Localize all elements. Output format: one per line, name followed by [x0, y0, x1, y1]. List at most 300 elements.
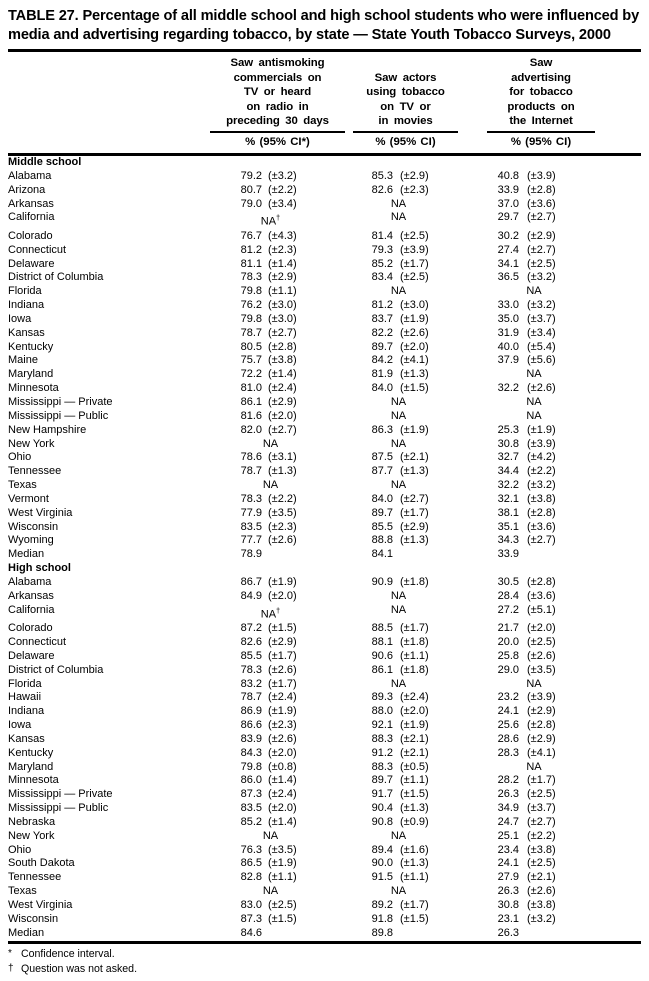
data-cell: [210, 534, 345, 548]
section-label: Middle school: [8, 155, 82, 168]
percent-value: 76.3: [240, 843, 262, 856]
data-cell: [353, 927, 458, 941]
percent-value: 78.7: [240, 326, 262, 339]
confidence-interval-value: (±2.7): [400, 492, 429, 505]
confidence-interval-value: (±5.1): [527, 603, 556, 616]
confidence-interval-value: (±2.6): [400, 326, 429, 339]
percent-value: 85.3: [371, 169, 393, 182]
data-cell: [353, 548, 458, 562]
confidence-interval-value: (±2.4): [268, 691, 297, 704]
percent-value: 24.7: [497, 815, 519, 828]
percent-value: 28.4: [497, 589, 519, 602]
percent-value: 21.7: [497, 622, 519, 635]
col-header-internet-text: Saw advertising for tobacco products on the Internet: [507, 57, 575, 128]
percent-value: 32.1: [497, 492, 519, 505]
data-cell: [487, 313, 595, 327]
data-cell: [487, 719, 595, 733]
percent-value: 78.6: [240, 451, 262, 464]
confidence-interval-value: (±4.1): [400, 354, 429, 367]
data-cell: [353, 857, 458, 871]
confidence-interval-value: (±3.8): [527, 899, 556, 911]
data-cell: NA: [526, 409, 542, 422]
col-header-actors-text: Saw actors using tobacco on TV or in movies: [366, 71, 445, 128]
percent-value: 86.1: [371, 663, 393, 676]
data-cell: [487, 774, 595, 788]
confidence-interval-value: (±2.0): [268, 589, 297, 602]
data-cell: [210, 258, 345, 272]
confidence-interval-value: (±1.3): [400, 802, 429, 815]
data-cell: [487, 170, 595, 184]
data-cell: [487, 844, 595, 858]
percent-value: 25.3: [497, 423, 519, 436]
confidence-interval-value: (±2.3): [268, 719, 297, 732]
table-row: [8, 211, 641, 230]
confidence-interval-value: (±1.7): [268, 649, 297, 662]
data-cell: [210, 521, 345, 535]
percent-value: 34.1: [497, 257, 519, 270]
percent-value: 92.1: [371, 719, 393, 732]
percent-value: 86.0: [240, 774, 262, 787]
percent-value: 81.6: [240, 409, 262, 422]
percent-value: 78.7: [240, 465, 262, 478]
percent-value: 29.0: [497, 663, 519, 676]
state-name: Colorado: [8, 229, 53, 242]
confidence-interval-value: (±1.7): [400, 257, 429, 270]
data-cell: [210, 871, 345, 885]
table-row: [8, 927, 641, 941]
percent-value: 78.9: [240, 548, 262, 561]
data-cell: [487, 493, 595, 507]
confidence-interval-value: (±1.1): [400, 649, 429, 662]
percent-value: 23.2: [497, 691, 519, 704]
state-name: Mississippi — Public: [8, 409, 109, 422]
data-cell: [487, 816, 595, 830]
percent-value: 83.5: [240, 802, 262, 815]
percent-value: 81.4: [371, 229, 393, 242]
confidence-interval-value: (±1.9): [268, 705, 297, 718]
percent-value: 87.7: [371, 465, 393, 478]
confidence-interval-value: (±1.1): [400, 774, 429, 787]
data-cell: NA: [390, 395, 407, 408]
confidence-interval-value: (±3.8): [527, 843, 556, 856]
data-cell: [353, 534, 458, 548]
data-cell: [487, 604, 595, 623]
state-name: New York: [8, 437, 55, 450]
confidence-interval-value: (±1.9): [400, 312, 429, 325]
state-name: Kansas: [8, 732, 45, 745]
confidence-interval-value: (±2.0): [527, 622, 556, 635]
data-cell: NA: [390, 211, 407, 224]
data-cell: [353, 271, 458, 285]
confidence-interval-value: (±2.2): [268, 492, 297, 505]
percent-value: 86.3: [371, 423, 393, 436]
dagger-marker: †: [276, 213, 281, 223]
data-cell: [487, 465, 595, 479]
state-name: Iowa: [8, 719, 32, 732]
confidence-interval-value: (±2.6): [268, 663, 297, 676]
data-cell: [353, 184, 458, 198]
confidence-interval-value: (±1.4): [268, 774, 297, 787]
table-row: [8, 871, 641, 885]
table-row: [8, 258, 641, 272]
state-name: Mississippi — Private: [8, 788, 113, 801]
state-name: West Virginia: [8, 506, 73, 519]
confidence-interval-value: (±1.3): [400, 368, 429, 381]
state-name: Hawaii: [8, 691, 42, 704]
percent-value: 24.1: [497, 857, 519, 870]
state-name: Delaware: [8, 649, 55, 662]
state-name: Wyoming: [8, 534, 54, 547]
percent-value: 79.2: [240, 169, 262, 182]
data-cell: [210, 341, 345, 355]
data-cell: [210, 705, 345, 719]
data-cell: [487, 198, 595, 212]
confidence-interval-value: (±2.0): [400, 705, 429, 718]
percent-value: 81.0: [240, 382, 262, 395]
percent-value: 30.8: [497, 899, 519, 911]
confidence-interval-value: (±2.9): [400, 520, 429, 533]
table-row: [8, 368, 641, 382]
footnotes: [8, 947, 641, 978]
data-cell: [210, 424, 345, 438]
percent-value: 82.2: [371, 326, 393, 339]
data-cell: [487, 636, 595, 650]
col-header-actors: [353, 71, 458, 151]
data-cell: [210, 636, 345, 650]
top-rule: [8, 49, 641, 52]
percent-value: 34.3: [497, 534, 519, 547]
state-name: Connecticut: [8, 243, 67, 256]
percent-value: 85.2: [371, 257, 393, 270]
data-cell: [487, 548, 595, 562]
column-header-row: [8, 56, 641, 151]
percent-value: 84.6: [240, 926, 262, 939]
table-row: [8, 705, 641, 719]
percent-value: 82.6: [371, 183, 393, 196]
state-name: Wisconsin: [8, 520, 59, 533]
confidence-interval-value: (±3.5): [527, 663, 556, 676]
confidence-interval-value: (±1.4): [268, 368, 297, 381]
confidence-interval-value: (±2.9): [268, 395, 297, 408]
data-cell: [210, 368, 345, 382]
data-cell: NA†: [260, 213, 281, 228]
percent-value: 30.2: [497, 229, 519, 242]
percent-value: 83.2: [240, 677, 262, 690]
table-row: [8, 424, 641, 438]
data-cell: NA: [262, 829, 279, 842]
state-name: Colorado: [8, 622, 53, 635]
table-row: [8, 604, 641, 623]
data-cell: [210, 548, 345, 562]
table-row: [8, 830, 641, 844]
percent-value: 88.3: [371, 732, 393, 745]
confidence-interval-value: [268, 927, 345, 941]
table-row: [8, 816, 641, 830]
data-cell: [210, 299, 345, 313]
percent-value: 85.5: [240, 649, 262, 662]
table-row: [8, 774, 641, 788]
data-cell: [210, 844, 345, 858]
confidence-interval-value: (±2.2): [527, 465, 556, 478]
confidence-interval-value: (±3.1): [268, 451, 297, 464]
percent-value: 80.5: [240, 340, 262, 353]
percent-value: 84.1: [371, 548, 393, 561]
percent-value: 26.3: [497, 788, 519, 801]
data-cell: [353, 622, 458, 636]
data-cell: NA: [390, 589, 407, 602]
data-cell: [487, 871, 595, 885]
data-cell: NA: [526, 285, 542, 298]
data-cell: [353, 913, 458, 927]
data-cell: [353, 705, 458, 719]
subheader-ci-2: % (95% CI): [375, 135, 436, 148]
percent-value: 77.9: [240, 506, 262, 519]
confidence-interval-value: (±2.9): [527, 705, 556, 718]
percent-value: 28.3: [497, 746, 519, 759]
data-cell: [353, 382, 458, 396]
table-row: [8, 382, 641, 396]
confidence-interval-value: (±1.3): [400, 857, 429, 870]
dagger-marker: †: [8, 963, 14, 975]
col-header-internet: [487, 56, 595, 151]
table-row: [8, 451, 641, 465]
data-cell: [210, 678, 345, 692]
confidence-interval-value: [527, 927, 595, 941]
percent-value: 83.4: [371, 271, 393, 284]
data-cell: NA: [390, 829, 407, 842]
state-name: Iowa: [8, 312, 32, 325]
percent-value: 86.7: [240, 575, 262, 588]
percent-value: 89.7: [371, 506, 393, 519]
state-name: Florida: [8, 677, 42, 690]
state-name: Maryland: [8, 760, 54, 773]
data-cell: [487, 382, 595, 396]
state-name: California: [8, 603, 55, 616]
confidence-interval-value: (±2.5): [400, 229, 429, 242]
confidence-interval-value: (±2.8): [527, 506, 556, 519]
confidence-interval-value: (±3.5): [268, 843, 297, 856]
percent-value: 82.6: [240, 635, 262, 648]
data-cell: [210, 244, 345, 258]
percent-value: 90.8: [371, 815, 393, 828]
confidence-interval-value: (±2.9): [268, 271, 297, 284]
confidence-interval-value: (±3.6): [527, 197, 556, 210]
confidence-interval-value: (±2.6): [527, 382, 556, 395]
data-cell: [210, 733, 345, 747]
percent-value: 87.3: [240, 912, 262, 925]
data-cell: [353, 451, 458, 465]
table-row: [8, 285, 641, 299]
table-row: [8, 590, 641, 604]
state-name: Indiana: [8, 705, 45, 718]
table-row: [8, 327, 641, 341]
table-row: [8, 271, 641, 285]
percent-value: 38.1: [497, 506, 519, 519]
confidence-interval-value: (±5.6): [527, 354, 556, 367]
data-cell: [210, 899, 345, 913]
confidence-interval-value: (±2.9): [527, 732, 556, 745]
confidence-interval-value: (±1.3): [400, 534, 429, 547]
percent-value: 32.2: [497, 382, 519, 395]
confidence-interval-value: (±3.7): [527, 312, 556, 325]
percent-value: 28.6: [497, 732, 519, 745]
state-name: California: [8, 211, 55, 224]
state-name: Arizona: [8, 183, 46, 196]
data-cell: [353, 299, 458, 313]
data-cell: NA: [526, 368, 542, 381]
percent-value: 25.8: [497, 649, 519, 662]
data-cell: [210, 230, 345, 244]
confidence-interval-value: (±2.8): [527, 183, 556, 196]
confidence-interval-value: (±2.1): [400, 746, 429, 759]
section-label: High school: [8, 562, 71, 575]
percent-value: 83.7: [371, 312, 393, 325]
data-cell: [210, 327, 345, 341]
percent-value: 86.1: [240, 395, 262, 408]
percent-value: 81.2: [371, 299, 393, 312]
confidence-interval-value: (±1.4): [268, 257, 297, 270]
state-name: Kansas: [8, 326, 45, 339]
data-cell: [353, 507, 458, 521]
confidence-interval-value: (±1.7): [400, 622, 429, 635]
percent-value: 79.8: [240, 312, 262, 325]
confidence-interval-value: (±2.5): [527, 635, 556, 648]
confidence-interval-value: (±2.0): [400, 340, 429, 353]
data-cell: [210, 271, 345, 285]
data-cell: [353, 576, 458, 590]
percent-value: 85.2: [240, 815, 262, 828]
table-row: [8, 844, 641, 858]
percent-value: 25.6: [497, 719, 519, 732]
state-name: Maryland: [8, 368, 54, 381]
confidence-interval-value: (±1.6): [400, 843, 429, 856]
confidence-interval-value: (±2.7): [527, 815, 556, 828]
percent-value: 79.0: [240, 197, 262, 210]
data-cell: [487, 788, 595, 802]
confidence-interval-value: (±2.7): [527, 243, 556, 256]
data-cell: [210, 622, 345, 636]
state-name: Maine: [8, 354, 38, 367]
confidence-interval-value: (±1.9): [268, 857, 297, 870]
data-cell: NA: [390, 197, 407, 210]
percent-value: 88.5: [371, 622, 393, 635]
percent-value: 20.0: [497, 635, 519, 648]
percent-value: 83.5: [240, 520, 262, 533]
confidence-interval-value: (±2.5): [400, 271, 429, 284]
data-cell: [487, 534, 595, 548]
data-cell: NA: [390, 285, 407, 298]
percent-value: 84.3: [240, 746, 262, 759]
data-cell: [353, 493, 458, 507]
data-cell: [210, 774, 345, 788]
data-cell: [353, 424, 458, 438]
percent-value: 90.9: [371, 575, 393, 588]
data-cell: [353, 816, 458, 830]
confidence-interval-value: (±3.8): [527, 492, 556, 505]
table-row: [8, 650, 641, 664]
confidence-interval-value: (±2.4): [268, 788, 297, 801]
percent-value: 88.3: [371, 760, 393, 773]
confidence-interval-value: (±2.5): [527, 857, 556, 870]
percent-value: 86.9: [240, 705, 262, 718]
confidence-interval-value: (±3.9): [527, 437, 556, 450]
percent-value: 91.8: [371, 912, 393, 925]
confidence-interval-value: (±1.3): [400, 465, 429, 478]
data-cell: [210, 816, 345, 830]
confidence-interval-value: (±3.9): [527, 691, 556, 704]
table-row: [8, 678, 641, 692]
bottom-rule: [8, 941, 641, 944]
data-cell: [210, 184, 345, 198]
table-row: [8, 576, 641, 590]
percent-value: 32.2: [497, 479, 519, 492]
data-cell: [353, 761, 458, 775]
data-cell: [210, 354, 345, 368]
percent-value: 81.2: [240, 243, 262, 256]
data-cell: [210, 913, 345, 927]
confidence-interval-value: (±2.9): [400, 169, 429, 182]
confidence-interval-value: (±2.7): [268, 326, 297, 339]
percent-value: 79.8: [240, 760, 262, 773]
state-name: Minnesota: [8, 774, 59, 787]
percent-value: 29.7: [497, 211, 519, 224]
data-cell: [353, 170, 458, 184]
confidence-interval-value: (±3.7): [527, 802, 556, 815]
percent-value: 33.9: [497, 183, 519, 196]
data-cell: [487, 857, 595, 871]
table-row: [8, 719, 641, 733]
confidence-interval-value: (±1.1): [268, 871, 297, 884]
data-cell: [353, 733, 458, 747]
section-header-row: [8, 562, 641, 576]
state-name: Texas: [8, 885, 37, 898]
data-cell: [210, 788, 345, 802]
data-cell: [487, 438, 595, 452]
dagger-marker: †: [276, 605, 281, 615]
confidence-interval-value: (±2.6): [527, 649, 556, 662]
confidence-interval-value: (±2.0): [268, 802, 297, 815]
percent-value: 78.3: [240, 663, 262, 676]
data-cell: NA: [390, 677, 407, 690]
data-cell: [210, 664, 345, 678]
confidence-interval-value: (±1.1): [400, 871, 429, 884]
state-name: District of Columbia: [8, 271, 104, 284]
confidence-interval-value: (±4.1): [527, 746, 556, 759]
confidence-interval-value: (±2.9): [268, 635, 297, 648]
confidence-interval-value: (±3.6): [527, 589, 556, 602]
table-row: [8, 913, 641, 927]
confidence-interval-value: (±3.0): [400, 299, 429, 312]
confidence-interval-value: (±4.3): [268, 229, 297, 242]
data-cell: [210, 285, 345, 299]
data-cell: NA: [526, 395, 542, 408]
state-name: New Hampshire: [8, 423, 87, 436]
data-cell: NA†: [260, 605, 281, 621]
confidence-interval-value: (±2.2): [527, 829, 556, 842]
state-name: Alabama: [8, 575, 52, 588]
confidence-interval-value: (±2.8): [527, 719, 556, 732]
confidence-interval-value: (±3.0): [268, 312, 297, 325]
confidence-interval-value: (±3.9): [527, 169, 556, 182]
percent-value: 81.9: [371, 368, 393, 381]
state-name: Alabama: [8, 169, 52, 182]
data-cell: [210, 507, 345, 521]
percent-value: 89.8: [371, 926, 393, 939]
confidence-interval-value: (±2.5): [268, 899, 297, 911]
data-cell: [487, 705, 595, 719]
section-header-row: [8, 156, 641, 170]
percent-value: 91.2: [371, 746, 393, 759]
